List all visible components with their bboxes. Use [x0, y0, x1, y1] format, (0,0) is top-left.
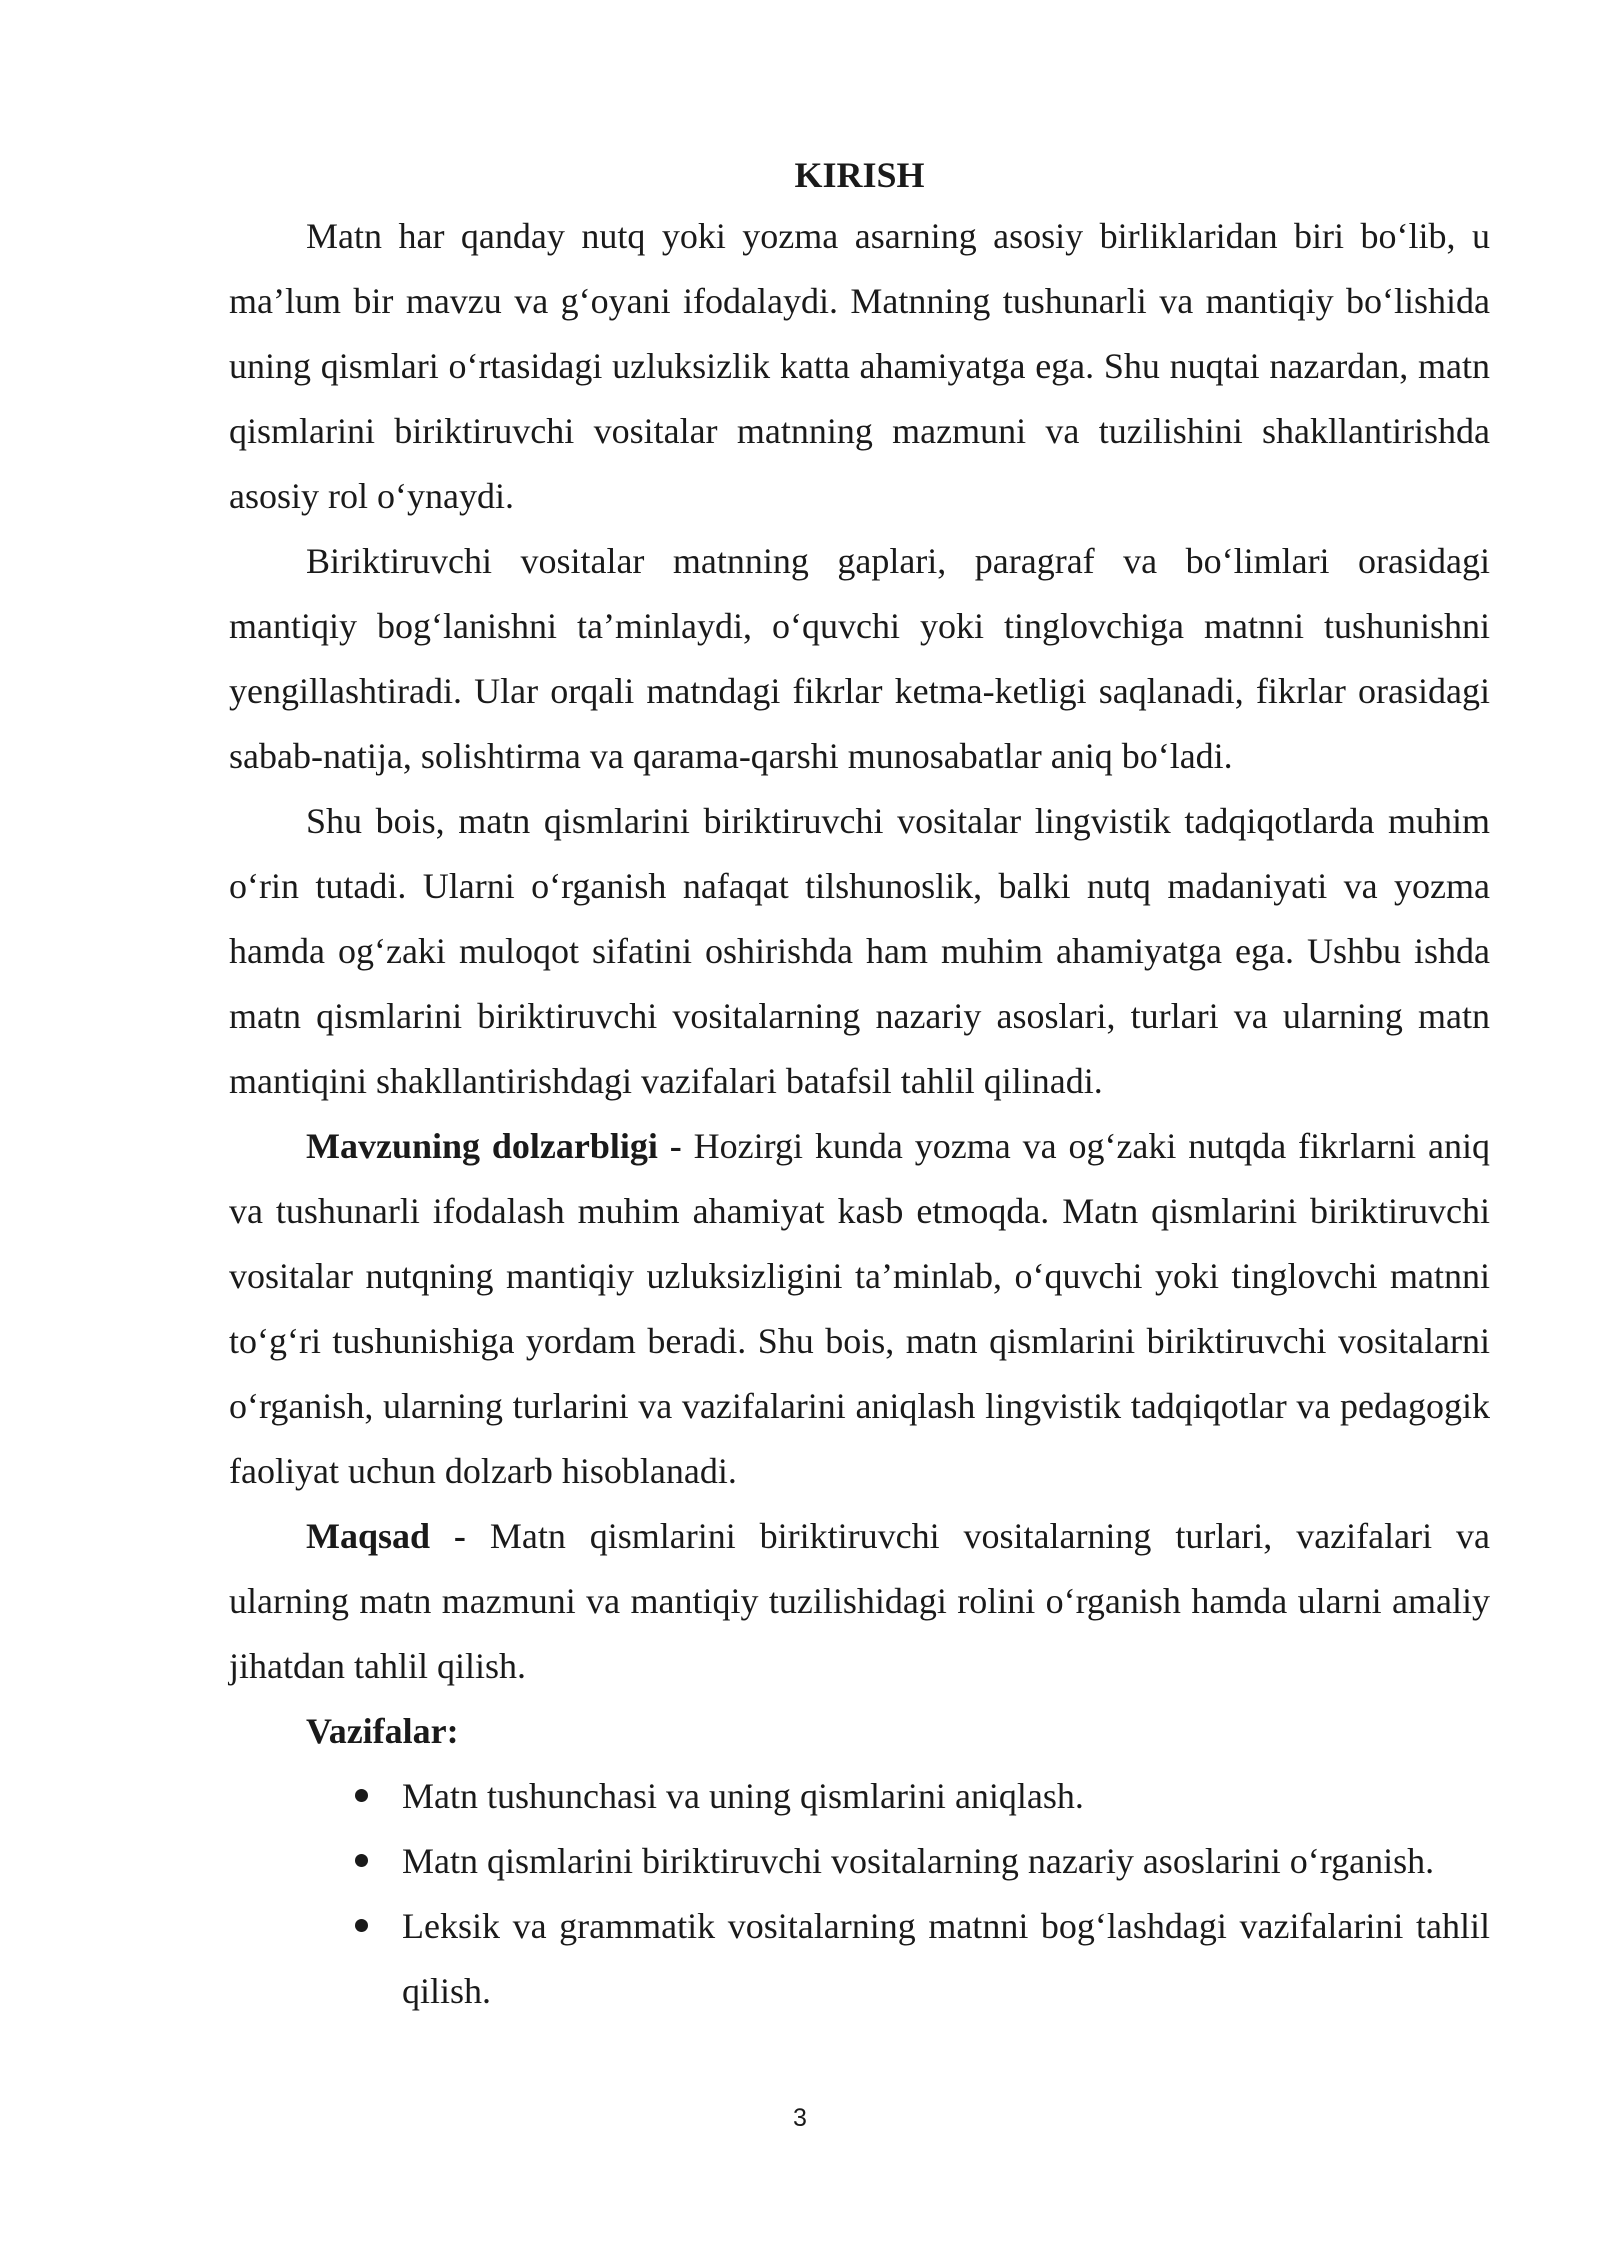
relevance-paragraph — [229, 1114, 1490, 1504]
relevance-text: Hozirgi kunda yozma va og‘zaki nutqda fikrlarni aniq va tushunarli ifodalash muhim ahamiyat kasb etmoqda. Matn qismlarini biriktiruvchi vositalar nutqning mantiqiy uzluksizligini ta’minlab, o‘quvchi yoki tinglovchi matnni to‘g‘ri tushunishiga yordam beradi. Shu bois, matn qismlarini biriktiruvchi vositalarni o‘rganish, ularning turlarini va vazifalarini aniqlash lingvistik tadqiqotlar va pedagogik faoliyat uchun dolzarb hisoblanadi. — [229, 1126, 1490, 1491]
page-number: 3 — [793, 2104, 807, 2132]
task-text: Matn qismlarini biriktiruvchi vositalarning nazariy asoslarini o‘rganish. — [402, 1841, 1435, 1881]
task-text: Matn tushunchasi va uning qismlarini aniqlash. — [402, 1776, 1084, 1816]
goal-text: Matn qismlarini biriktiruvchi vositalarning turlari, vazifalari va ularning matn mazmuni va mantiqiy tuzilishidagi rolini o‘rganish hamda ularni amaliy jihatdan tahlil qilish. — [229, 1516, 1490, 1686]
intro-paragraph-1: Matn har qanday nutq yoki yozma asarning asosiy birliklaridan biri bo‘lib, u ma’lum bir mavzu va g‘oyani ifodalaydi. Matnning tushunarli va mantiqiy bo‘lishida uning qismlari o‘rtasidagi uzluksizlik katta ahamiyatga ega. Shu nuqtai nazardan, matn qismlarini biriktiruvchi vositalar matnning mazmuni va tuzilishini shakllantirishda asosiy rol o‘ynaydi. — [229, 216, 1490, 516]
list-item — [229, 1829, 1490, 1894]
bullet-icon — [355, 1919, 368, 1932]
tasks-heading: Vazifalar: — [306, 1711, 459, 1751]
page-content — [229, 146, 1490, 2024]
goal-label: Maqsad - — [306, 1516, 466, 1556]
intro-paragraph-2: Biriktiruvchi vositalar matnning gaplari, paragraf va bo‘limlari orasidagi mantiqiy bog‘lanishni ta’minlaydi, o‘quvchi yoki tinglovchiga matnni tushunishni yengillashtiradi. Ular orqali matndagi fikrlar ketma-ketligi saqlanadi, fikrlar orasidagi sabab-natija, solishtirma va qarama-qarshi munosabatlar aniq bo‘ladi. — [229, 541, 1490, 776]
bullet-icon — [355, 1854, 368, 1867]
task-text: Leksik va grammatik vositalarning matnni bog‘lashdagi vazifalarini tahlil qilish. — [402, 1906, 1490, 2011]
bullet-icon — [355, 1789, 368, 1802]
tasks-list — [229, 1764, 1490, 2024]
relevance-label: Mavzuning dolzarbligi - — [306, 1126, 682, 1166]
page-title: KIRISH — [794, 155, 925, 195]
list-item — [229, 1764, 1490, 1829]
list-item — [229, 1894, 1490, 2024]
intro-paragraph-3: Shu bois, matn qismlarini biriktiruvchi vositalar lingvistik tadqiqotlarda muhim o‘rin tutadi. Ularni o‘rganish nafaqat tilshunoslik, balki nutq madaniyati va yozma hamda og‘zaki muloqot sifatini oshirishda ham muhim ahamiyatga ega. Ushbu ishda matn qismlarini biriktiruvchi vositalarning nazariy asoslari, turlari va ularning matn mantiqini shakllantirishdagi vazifalari batafsil tahlil qilinadi. — [229, 801, 1490, 1101]
goal-paragraph — [229, 1504, 1490, 1699]
